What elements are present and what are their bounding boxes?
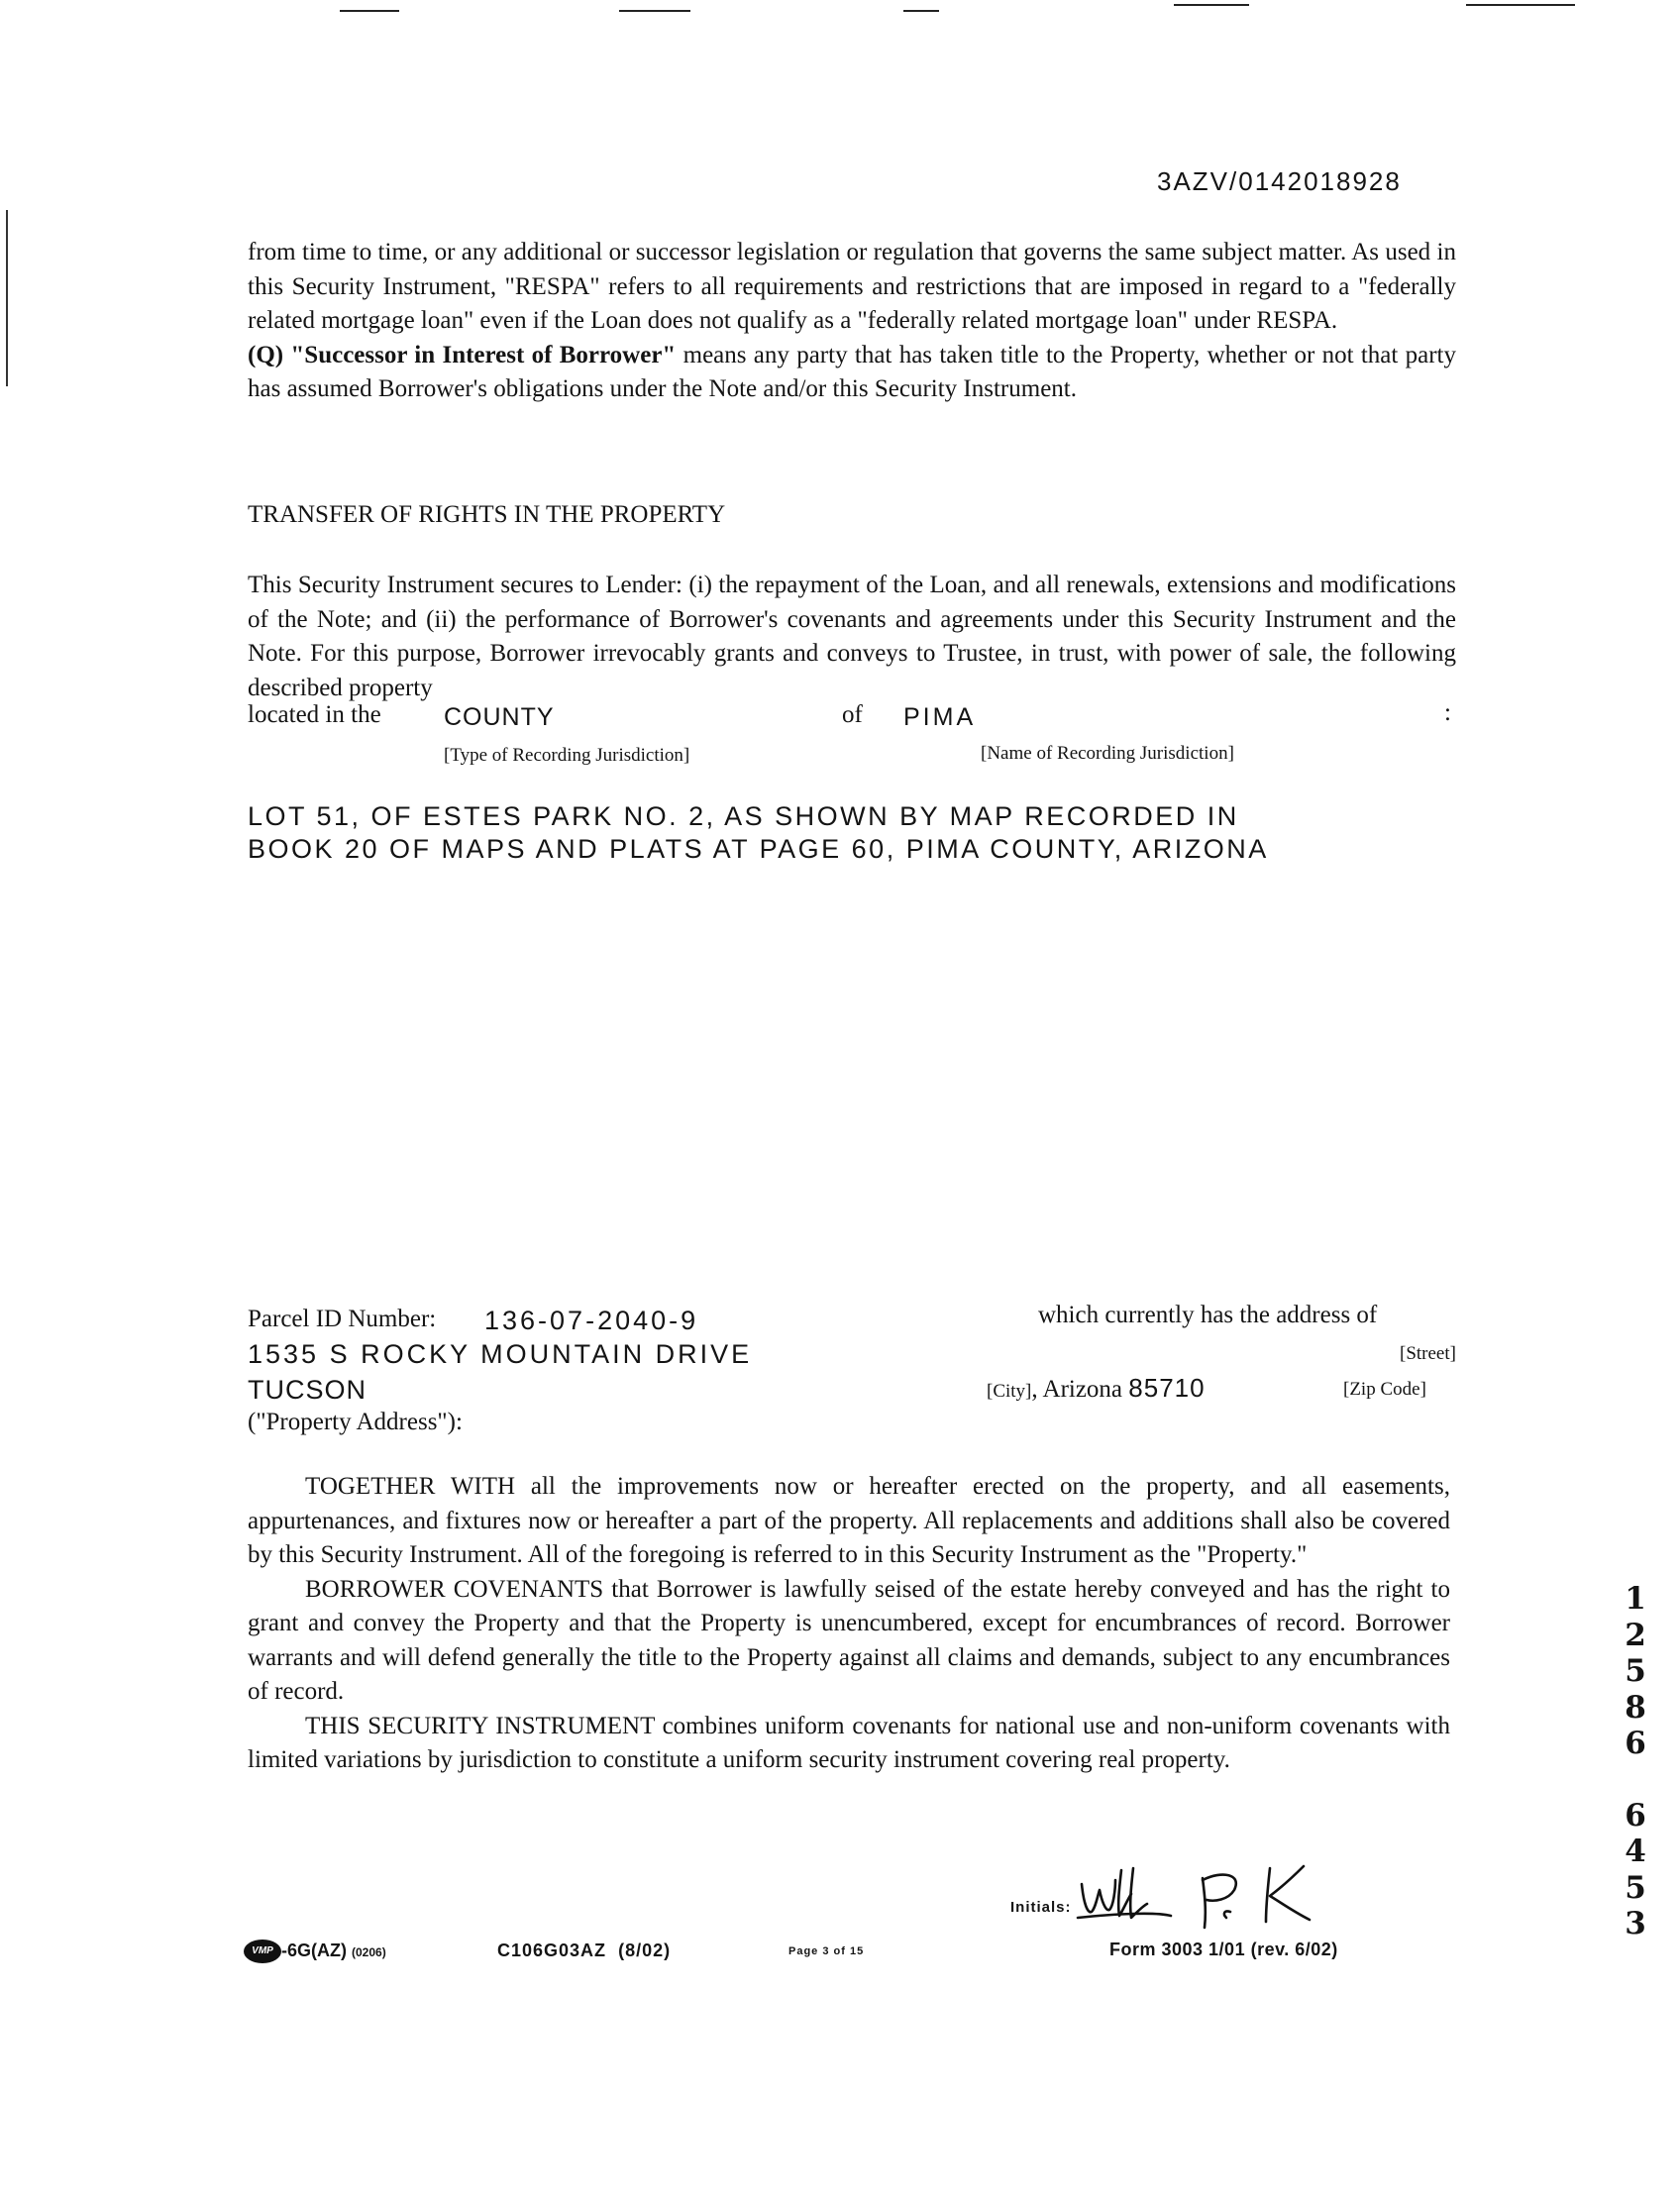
stamp-digit: 4	[1625, 1834, 1646, 1869]
stamp-digit: 6	[1625, 1726, 1646, 1761]
initials-signature	[1076, 1860, 1333, 1940]
property-address-label: ("Property Address"):	[248, 1409, 463, 1435]
doc-code: C106G03AZ	[497, 1941, 607, 1960]
doc-date: (8/02)	[618, 1941, 672, 1960]
covenants-paragraph: BORROWER COVENANTS that Borrower is lawfully seised of the estate hereby conveyed and has the right to grant and convey the Property and that the Property is unencumbered, except for encumbrances of record. Borrower warrants and will defend generally the title to the Property against all claims and demands, subject to any encumbrances of record.	[248, 1575, 1450, 1705]
jurisdiction-name-caption: [Name of Recording Jurisdiction]	[981, 743, 1234, 764]
transfer-heading: TRANSFER OF RIGHTS IN THE PROPERTY	[248, 501, 726, 528]
stamp-digit: 5	[1625, 1653, 1646, 1689]
state-label: , Arizona	[1031, 1376, 1123, 1403]
scan-margin-line	[6, 210, 8, 386]
form-code-date: (0206)	[352, 1945, 386, 1959]
legal-description-line: BOOK 20 OF MAPS AND PLATS AT PAGE 60, PIMA COUNTY, ARIZONA	[248, 834, 1269, 864]
zip-code: 85710	[1128, 1373, 1206, 1403]
scan-line	[1174, 4, 1249, 6]
legal-description-line: LOT 51, OF ESTES PARK NO. 2, AS SHOWN BY MAP RECORDED IN	[248, 801, 1239, 831]
vmp-logo: VMP	[244, 1940, 281, 1963]
footer	[244, 1940, 1472, 1979]
street-address: 1535 S ROCKY MOUNTAIN DRIVE	[248, 1339, 753, 1369]
covenants-block	[248, 1470, 1450, 1778]
page-number: Page 3 of 15	[788, 1945, 865, 1957]
doc-code-group	[497, 1941, 671, 1961]
transfer-block	[248, 569, 1456, 705]
legal-description	[248, 800, 1269, 866]
jurisdiction-colon: :	[1444, 699, 1451, 726]
street-caption: [Street]	[1400, 1343, 1456, 1364]
scan-line	[619, 10, 690, 12]
address-label: which currently has the address of	[1038, 1302, 1378, 1328]
stamp-digit: 2	[1625, 1617, 1646, 1653]
stamp-digit: 6	[1625, 1797, 1646, 1834]
scan-line	[1466, 4, 1575, 6]
located-in-label: located in the	[248, 701, 381, 728]
successor-label: (Q) "Successor in Interest of Borrower"	[248, 341, 677, 368]
city-state-line	[987, 1373, 1206, 1404]
transfer-paragraph: This Security Instrument secures to Lender: (i) the repayment of the Loan, and all renewals, extensions and modifications of the Note; and (ii) the performance of Borrower's covenants and agreements under this Security Instrument and the Note. For this purpose, Borrower irrevocably grants and conveys to Trustee, in trust, with power of sale, the following described property	[248, 572, 1456, 701]
scan-line	[340, 10, 399, 12]
successor-paragraph	[248, 339, 1456, 407]
instrument-paragraph: THIS SECURITY INSTRUMENT combines uniform covenants for national use and non-uniform covenants with limited variations by jurisdiction to constitute a uniform security instrument covering real property.	[248, 1712, 1450, 1773]
stamp-digit: 1	[1625, 1581, 1646, 1617]
together-paragraph: TOGETHER WITH all the improvements now or hereafter erected on the property, and all easements, appurtenances, and fixtures now or hereafter a part of the property. All replacements and additions shall also be covered by this Security Instrument. All of the foregoing is referred to in this Security Instrument as the "Property."	[248, 1473, 1450, 1568]
stamp-digit: 3	[1625, 1906, 1646, 1941]
stamp-digit: 5	[1625, 1869, 1646, 1906]
respa-paragraph: from time to time, or any additional or successor legislation or regulation that governs the same subject matter. As used in this Security Instrument, "RESPA" refers to all requirements and restrictions that are imposed in regard to a "federally related mortgage loan" even if the Loan does not qualify as a "federally related mortgage loan" under RESPA.	[248, 239, 1456, 334]
of-label: of	[842, 701, 863, 728]
successor-text: means any party that has taken title to the Property, whether or not that party has assumed Borrower's obligations under the Note and/or this Security Instrument.	[248, 341, 1457, 402]
definitions-block	[248, 236, 1456, 407]
stamp-digit: 8	[1625, 1689, 1646, 1726]
zip-caption: [Zip Code]	[1343, 1379, 1426, 1400]
jurisdiction-type-caption: [Type of Recording Jurisdiction]	[444, 745, 690, 766]
stamp-gap	[1623, 1762, 1648, 1798]
loan-number: 3AZV/0142018928	[1157, 166, 1402, 196]
parcel-id: 136-07-2040-9	[484, 1306, 699, 1335]
city: TUCSON	[248, 1375, 367, 1405]
form-number: Form 3003 1/01 (rev. 6/02)	[1109, 1940, 1338, 1959]
recording-stamp	[1623, 1581, 1648, 1942]
form-code: -6G(AZ)	[281, 1941, 347, 1960]
city-caption: [City]	[987, 1381, 1032, 1402]
jurisdiction-type: COUNTY	[444, 703, 555, 731]
parcel-label: Parcel ID Number:	[248, 1306, 437, 1332]
scan-line	[903, 10, 939, 12]
initials-label: Initials:	[1010, 1899, 1072, 1916]
form-code-group	[281, 1941, 386, 1961]
jurisdiction-name: PIMA	[903, 703, 977, 731]
